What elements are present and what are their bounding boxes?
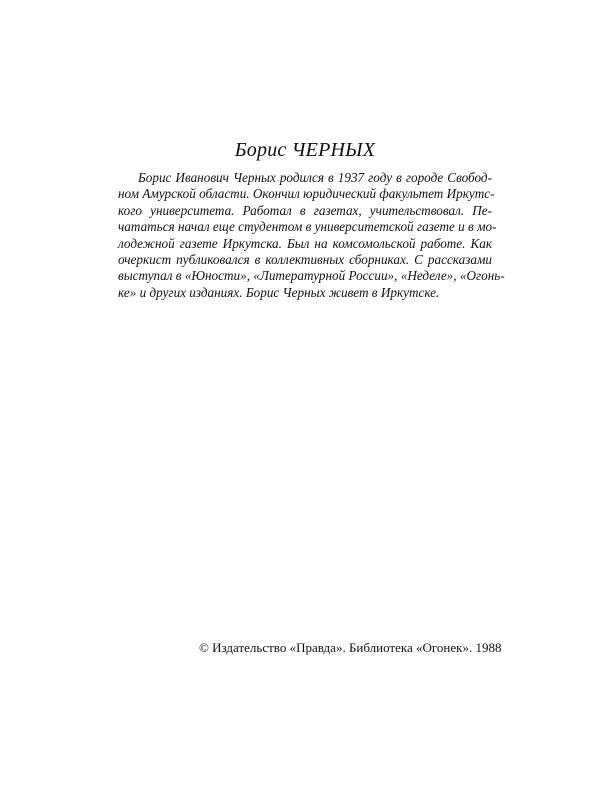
bio-line: чататься начал еще студентом в университетской газете и в мо- <box>118 219 497 235</box>
bio-line: лодежной газете Иркутска. Был на комсомольской работе. Как <box>118 235 492 251</box>
bio-line: ном Амурской области. Окончил юридический факультет Иркутс- <box>118 186 495 202</box>
copyright-notice: © Издательство «Правда». Библиотека «Огонек». 1988 <box>199 640 502 655</box>
author-title: Борис ЧЕРНЫХ <box>234 139 376 161</box>
author-biography <box>118 170 505 301</box>
bio-line: Борис Иванович Черных родился в 1937 году в городе Свобод- <box>138 170 492 185</box>
bio-line: кого университета. Работал в газетах, учительствовал. Пе- <box>118 202 492 218</box>
bio-line: выступал в «Юности», «Литературной России», «Неделе», «Огонь- <box>118 268 505 284</box>
bio-line: очеркист публиковался в коллективных сборниках. С рассказами <box>118 252 492 268</box>
bio-line: ке» и других изданиях. Борис Черных живет в Иркутске. <box>118 284 440 300</box>
